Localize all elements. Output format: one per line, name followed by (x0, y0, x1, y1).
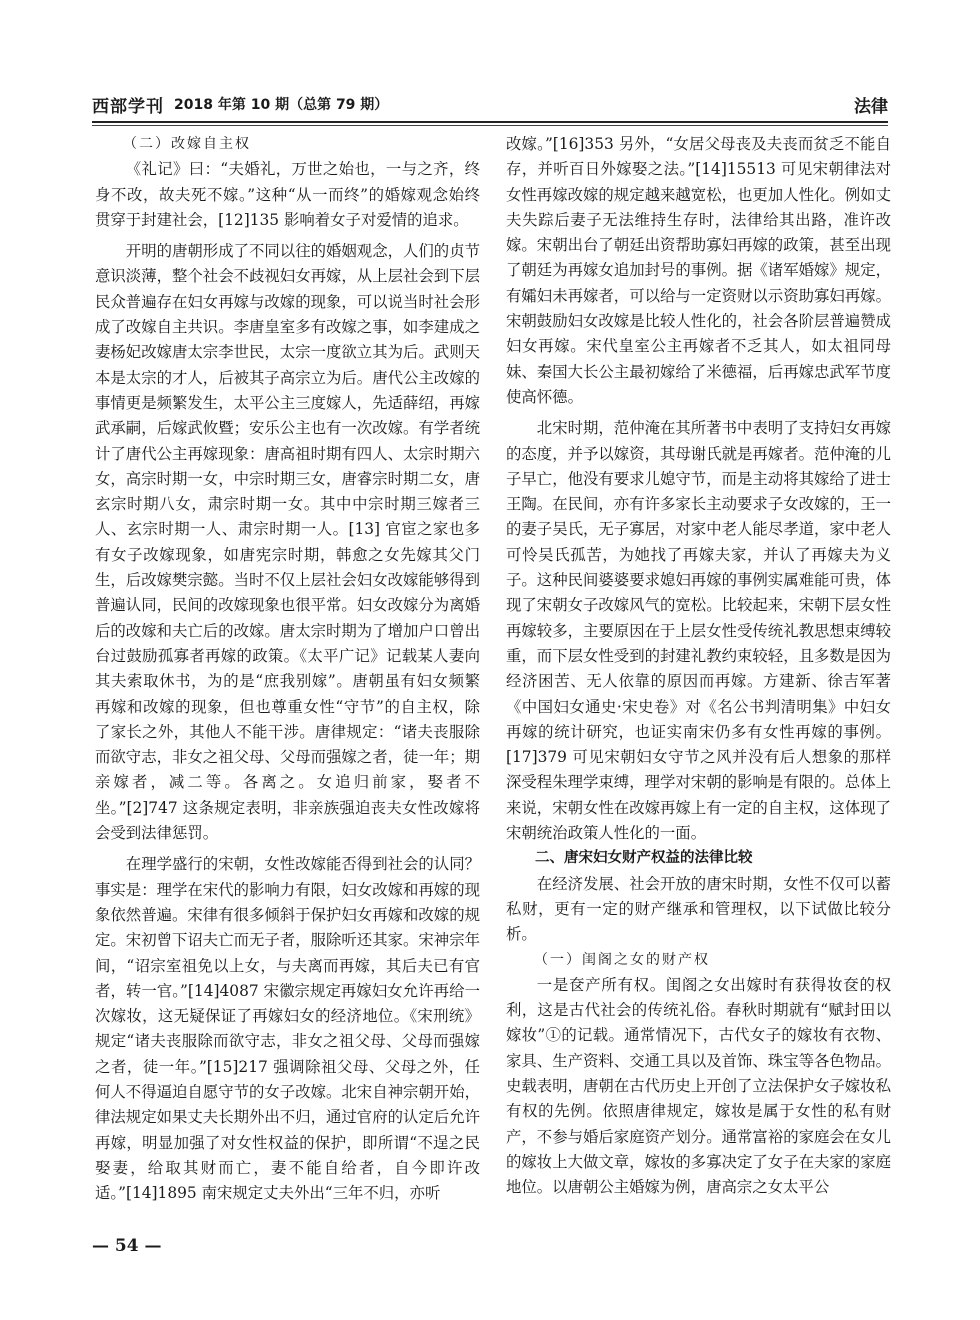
issue-info: 2018 年第 10 期（总第 79 期） (174, 97, 389, 113)
subheading-remarriage: （二）改嫁自主权 (123, 136, 251, 152)
header-rule-thin (92, 125, 888, 126)
paragraph: 在理学盛行的宋朝，女性改嫁能否得到社会的认同？事实是：理学在宋代的影响力有限，妇女改嫁和再嫁的现象依然普遍。宋律有很多倾斜于保护妇女再嫁和改嫁的规定。宋初曾下诏夫亡而无子者，服除听还其家。宋神宗年间，“诏宗室祖免以上女，与夫离而再嫁，其后夫已有官者，转一官。”[14]4087 宋徽宗规定再嫁妇女允许再给一次嫁妆，这无疑保证了再嫁妇女的经济地位。《宋刑统》规定“诸夫丧服除而欲守志，非女之祖父母、父母而强嫁之者，徒一年。”[15]217 强调除祖父母、父母之外，任何人不得逼迫自愿守节的女子改嫁。北宋自神宗朝开始，律法规定如果丈夫长期外出不归，通过官府的认定后允许再嫁，明显加强了对女性权益的保护，即所谓“不逞之民娶妻，给取其财而亡，妻不能自给者，自今即许改适。”[14]1895 南宋规定丈夫外出“三年不归，亦听 (95, 855, 480, 1203)
journal-title: 西部学刊 (92, 97, 164, 117)
page-number: — 54 — (92, 1236, 162, 1256)
section-label: 法律 (854, 97, 888, 117)
left-column (95, 132, 480, 1206)
paragraph: 开明的唐朝形成了不同以往的婚姻观念，人们的贞节意识淡薄，整个社会不歧视妇女再嫁，从上层社会到下层民众普遍存在妇女再嫁与改嫁的现象，可以说当时社会形成了改嫁自主共识。李唐皇室多有改嫁之事，如李建成之妻杨妃改嫁唐太宗李世民，太宗一度欲立其为后。武则天本是太宗的才人，后被其子高宗立为后。唐代公主改嫁的事情更是频繁发生，太平公主三度嫁人，先适薛绍，再嫁武承嗣，后嫁武攸暨；安乐公主也有一次改嫁。有学者统计了唐代公主再嫁现象：唐高祖时期有四人、太宗时期六女，高宗时期一女，中宗时期三女，唐睿宗时期二女，唐玄宗时期八女，肃宗时期一女。其中中宗时期三嫁者三人、玄宗时期一人、肃宗时期一人。[13] 官宦之家也多有女子改嫁现象，如唐宪宗时期，韩愈之女先嫁其父门生，后改嫁樊宗懿。当时不仅上层社会妇女改嫁能够得到普遍认同，民间的改嫁现象也很平常。妇女改嫁分为离婚后的改嫁和夫亡后的改嫁。唐太宗时期为了增加户口曾出台过鼓励孤寡者再嫁的政策。《太平广记》记载某人妻向其夫索取休书，为的是“庶我别嫁”。唐朝虽有妇女频繁再嫁和改嫁的现象，但也尊重女性“守节”的自主权，除了家长之外，其他人不能干涉。唐律规定：“诸夫丧服除而欲守志，非女之祖父母、父母而强嫁之者，徒一年；期亲嫁者，减二等。各离之。女追归前家，娶者不坐。”[2]747 这条规定表明，非亲族强迫丧夫女性改嫁将会受到法律惩罚。 (95, 242, 480, 843)
section-heading: 二、唐宋妇女财产权益的法律比较 (535, 850, 753, 867)
paragraph: 北宋时期，范仲淹在其所著书中表明了支持妇女再嫁的态度，并予以嫁资，其母谢氏就是再嫁者。范仲淹的儿子早亡，他没有要求儿媳守节，而是主动将其嫁给了进士王陶。在民间，亦有许多家长主动要求子女改嫁的，王一的妻子吴氏，无子寡居，对家中老人能尽孝道，家中老人可怜吴氏孤苦，为她找了再嫁夫家，并认了再嫁夫为义子。这种民间婆婆要求媳妇再嫁的事例实属难能可贵，体现了宋朝女子改嫁风气的宽松。比较起来，宋朝下层女性再嫁较多，主要原因在于上层女性受传统礼教思想束缚较重，而下层女性受到的封建礼教约束较轻，且多数是因为经济困苦、无人依靠的原因而再嫁。方建新、徐吉军著《中国妇女通史·宋史卷》对《名公书判清明集》中妇女再嫁的统计研究，也证实南宋仍多有女性再嫁的事例。[17]379 可见宋朝妇女守节之风并没有后人想象的那样深受程朱理学束缚，理学对宋朝的影响是有限的。总体上来说，宋朝女性在改嫁再嫁上有一定的自主权，这体现了宋朝统治政策人性化的一面。 (506, 419, 891, 843)
subheading-property: （一）闺阁之女的财产权 (534, 951, 710, 968)
header-rule (92, 121, 888, 123)
paragraph: 改嫁。”[16]353 另外，“女居父母丧及夫丧而贫乏不能自存，并听百日外嫁娶之法。”[14]15513 可见宋朝律法对女性再嫁改嫁的规定越来越宽松，也更加人性化。例如丈夫失踪后妻子无法维持生存时，法律给其出路，准许改嫁。宋朝出台了朝廷出资帮助寡妇再嫁的政策，甚至出现了朝廷为再嫁女追加封号的事例。据《诸军婚嫁》规定，有孀妇未再嫁者，可以给与一定资财以示资助寡妇再嫁。宋朝鼓励妇女改嫁是比较人性化的，社会各阶层普遍赞成妇女再嫁。宋代皇室公主再嫁者不乏其人，如太祖同母妹、秦国大长公主最初嫁给了米德福，后再嫁忠武军节度使高怀德。 (506, 135, 891, 406)
running-header (92, 90, 888, 120)
right-column (506, 132, 891, 1200)
paragraph: 一是奁产所有权。闺阁之女出嫁时有获得妆奁的权利，这是古代社会的传统礼俗。春秋时期就有“赋封田以嫁妆”①的记载。通常情况下，古代女子的嫁妆有衣物、家具、生产资料、交通工具以及首饰、珠宝等各色物品。史载表明，唐朝在古代历史上开创了立法保护女子嫁妆私有权的先例。依照唐律规定，嫁妆是属于女性的私有财产，不参与婚后家庭资产划分。通常富裕的家庭会在女儿的嫁妆上大做文章，嫁妆的多寡决定了女子在夫家的家庭地位。以唐朝公主婚嫁为例，唐高宗之女太平公 (506, 975, 891, 1197)
paragraph: 在经济发展、社会开放的唐宋时期，女性不仅可以蓄私财，更有一定的财产继承和管理权，以下试做比较分析。 (506, 874, 891, 944)
paragraph: 《礼记》曰：“夫婚礼，万世之始也，一与之齐，终身不改，故夫死不嫁。”这种“从一而终”的婚嫁观念始终贯穿于封建社会，[12]135 影响着女子对爱情的追求。 (95, 160, 480, 229)
